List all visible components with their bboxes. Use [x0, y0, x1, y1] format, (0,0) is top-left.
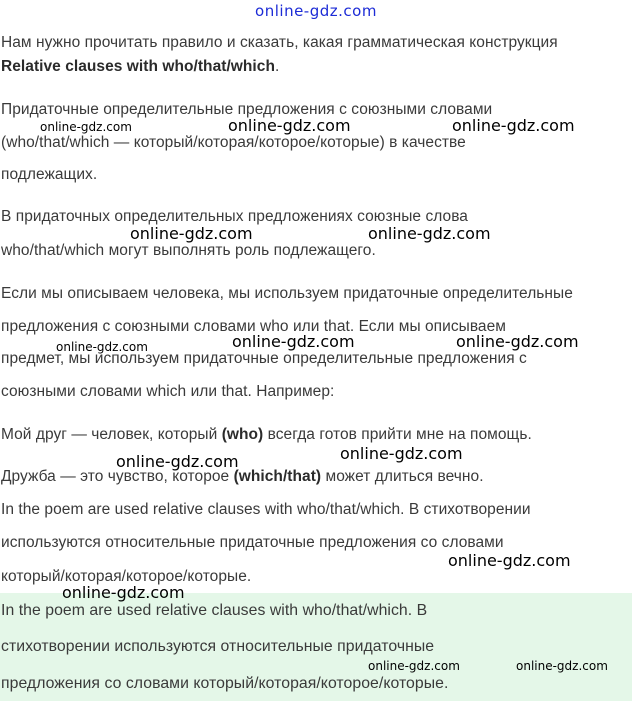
watermark: online-gdz.com [368, 224, 491, 243]
watermark: online-gdz.com [232, 332, 355, 351]
watermark: online-gdz.com [456, 332, 579, 351]
p3-line-4: союзными словами which или that. Например: [1, 383, 335, 400]
example-2-pre: Дружба — это чувство, которое [1, 468, 234, 485]
example-1-who: (who) [221, 426, 264, 443]
p3-line-1: Если мы описываем человека, мы используем придаточные определительные [1, 285, 573, 302]
watermark: online-gdz.com [130, 224, 253, 243]
watermark: online-gdz.com [368, 659, 460, 673]
watermark: online-gdz.com [228, 116, 351, 135]
intro-period: . [274, 58, 280, 75]
watermark: online-gdz.com [40, 120, 132, 134]
p1-line-3: подлежащих. [1, 166, 98, 183]
watermark: online-gdz.com [452, 116, 575, 135]
p3-line-3: предмет, мы используем придаточные определительные предложения с [1, 350, 527, 367]
p1-line-1: Придаточные определительные предложения с союзными словами [1, 101, 493, 118]
answer-box [0, 593, 632, 701]
example-1 [1, 426, 532, 444]
p4-line-3: который/которая/которое/которые. [1, 568, 252, 585]
example-1-pre: Мой друг — человек, который [1, 426, 222, 443]
construction-name: Relative clauses with who/that/which [1, 58, 275, 75]
watermark-top: online-gdz.com [255, 2, 377, 20]
watermark: online-gdz.com [340, 444, 463, 463]
watermark: online-gdz.com [116, 452, 239, 471]
answer-line-2: стихотворении используются относительные придаточные [1, 638, 435, 655]
watermark: online-gdz.com [516, 659, 608, 673]
intro-line-2 [1, 58, 279, 76]
example-2-which-that: (which/that) [233, 468, 322, 485]
watermark: online-gdz.com [448, 551, 571, 570]
p1-line-2: (who/that/which — который/которая/которое/которые) в качестве [1, 134, 466, 151]
answer-line-1: In the poem are used relative clauses with who/that/which. В [1, 602, 428, 619]
example-2 [1, 468, 484, 486]
intro-line-1: Нам нужно прочитать правило и сказать, какая грамматическая конструкция [1, 34, 558, 51]
example-1-post: всегда готов прийти мне на помощь. [263, 426, 532, 443]
watermark: online-gdz.com [56, 340, 148, 354]
answer-line-3: предложения со словами который/которая/которое/которые. [1, 675, 449, 692]
example-2-post: может длиться вечно. [321, 468, 484, 485]
p4-line-1: In the poem are used relative clauses with who/that/which. В стихотворении [1, 501, 531, 518]
p3-line-2: предложения с союзными словами who или that. Если мы описываем [1, 318, 506, 335]
p2-line-1: В придаточных определительных предложениях союзные слова [1, 208, 468, 225]
watermark: online-gdz.com [62, 583, 185, 602]
p2-line-2: who/that/which могут выполнять роль подлежащего. [1, 242, 376, 259]
p4-line-2: используются относительные придаточные предложения со словами [1, 534, 504, 551]
